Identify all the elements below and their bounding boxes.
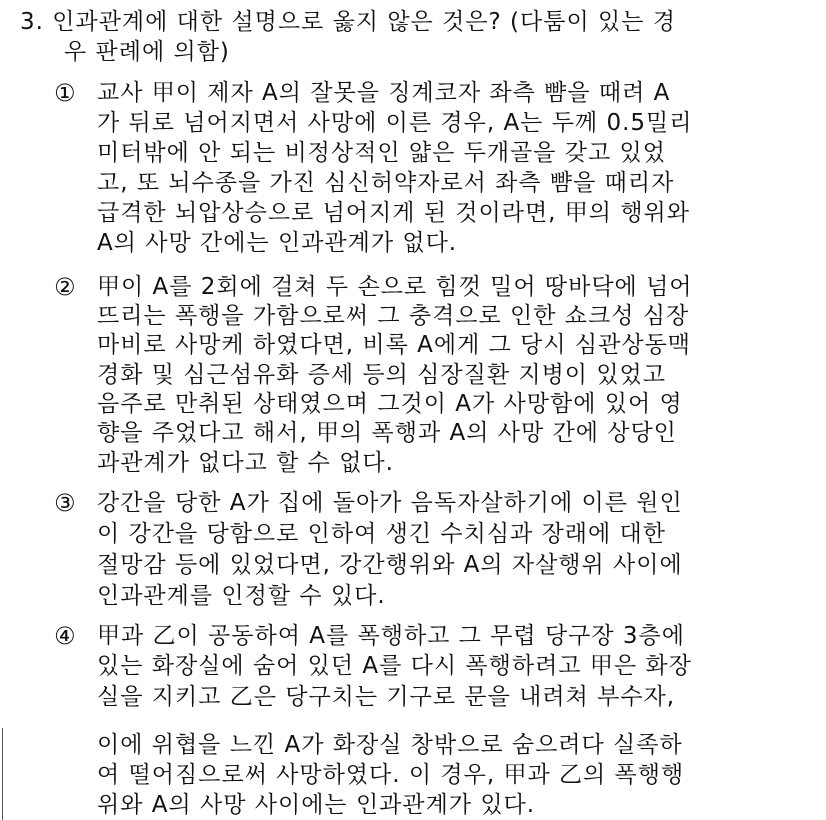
- option-line: 경화 및 심근섬유화 증세 등의 심장질환 지병이 있었고: [97, 362, 666, 388]
- option-line: 미터밖에 안 되는 비정상적인 얇은 두개골을 갖고 있었: [97, 140, 666, 166]
- option-line: 절망감 등에 있었다면, 강간행위와 A의 자살행위 사이에: [97, 552, 683, 578]
- option-line: 위와 A의 사망 사이에는 인과관계가 있다.: [97, 792, 536, 818]
- question-line: 우 판례에 의함): [64, 39, 230, 65]
- option-marker: ①: [54, 79, 76, 107]
- option-line: 甲이 A를 2회에 걸쳐 두 손으로 힘껏 밀어 땅바닥에 넘어: [97, 274, 693, 300]
- option-line: 과관계가 없다고 할 수 없다.: [97, 450, 394, 476]
- option-line: 뜨리는 폭행을 가함으로써 그 충격으로 인한 쇼크성 심장: [97, 303, 690, 329]
- question-line: 3. 인과관계에 대한 설명으로 옳지 않은 것은? (다툼이 있는 경: [20, 9, 676, 35]
- option-line: 가 뒤로 넘어지면서 사망에 이른 경우, A는 두께 0.5밀리: [97, 110, 693, 136]
- option-line: 고, 또 뇌수종을 가진 심신허약자로서 좌측 뺨을 때리자: [97, 170, 675, 196]
- option-line: 이에 위협을 느낀 A가 화장실 창밖으로 숨으려다 실족하: [97, 732, 683, 758]
- option-line: 실을 지키고 乙은 당구치는 기구로 문을 내려쳐 부수자,: [97, 684, 676, 710]
- option-line: 있는 화장실에 숨어 있던 A를 다시 폭행하려고 甲은 화장: [97, 653, 692, 679]
- option-marker: ③: [54, 489, 76, 517]
- option-line: 향을 주었다고 해서, 甲의 폭행과 A의 사망 간에 상당인: [97, 420, 677, 446]
- option-line: 이 강간을 당함으로 인하여 생긴 수치심과 장래에 대한: [97, 521, 666, 547]
- option-line: 여 떨어짐으로써 사망하였다. 이 경우, 甲과 乙의 폭행행: [97, 762, 685, 788]
- option-line: 인과관계를 인정할 수 있다.: [97, 583, 386, 609]
- option-marker: ②: [54, 273, 76, 301]
- column-divider: [2, 728, 3, 820]
- option-line: 마비로 사망케 하였다면, 비록 A에게 그 당시 심관상동맥: [97, 332, 692, 358]
- option-line: 교사 甲이 제자 A의 잘못을 징계코자 좌측 뺨을 때려 A: [97, 80, 671, 106]
- option-line: A의 사망 간에는 인과관계가 없다.: [97, 230, 458, 256]
- option-line: 음주로 만취된 상태였으며 그것이 A가 사망함에 있어 영: [97, 391, 683, 417]
- option-line: 甲과 乙이 공동하여 A를 폭행하고 그 무렵 당구장 3층에: [97, 623, 685, 649]
- option-line: 급격한 뇌압상승으로 넘어지게 된 것이라면, 甲의 행위와: [97, 200, 690, 226]
- option-marker: ④: [54, 622, 76, 650]
- option-line: 강간을 당한 A가 집에 돌아가 음독자살하기에 이른 원인: [97, 490, 683, 516]
